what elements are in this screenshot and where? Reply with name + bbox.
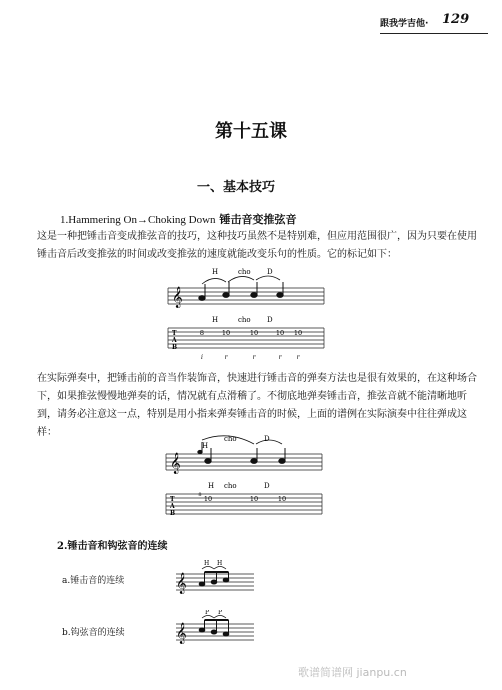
treble-clef-icon: 𝄞 <box>172 287 183 308</box>
fig2-tab-numbers <box>198 492 286 503</box>
staff-lines <box>168 288 324 304</box>
fingering: r <box>252 354 256 361</box>
treble-clef-icon: 𝄞 <box>176 573 187 594</box>
fig4-mark-p: P <box>205 610 210 616</box>
paragraph-practice: 在实际弹奏中，把锤击前的音当作装饰音，快速进行锤击音的弹奏方法也是很有效果的，在这种场合下，如果推弦慢慢地弹奏的话，情况就有点滑稽了。不彻底地弹奏锤击音，推弦音就不能清晰地听到，请务必注意这一点，特别是用小指来弹奏锤击音的时候，上面的谱例在实际演奏中往往弹成这样： <box>37 373 477 438</box>
tab-letter-a: A <box>170 503 175 510</box>
staff-notes <box>199 282 283 300</box>
header-title: 跟我学吉他· <box>380 19 429 29</box>
watermark: 歌谱简谱网 jianpu.cn <box>298 666 407 679</box>
section2-heading: 2.锤击音和钩弦音的连续 <box>57 541 168 552</box>
fig1-mark-cho: cho <box>238 268 251 276</box>
slur-arcs <box>202 436 282 444</box>
tab-letter-a: A <box>172 337 177 344</box>
tab-number: 10 <box>293 329 303 337</box>
treble-clef-icon: 𝄞 <box>176 623 187 644</box>
fingering: i <box>201 354 203 361</box>
tab-letter-t: T <box>172 330 177 337</box>
treble-clef-icon: 𝄞 <box>170 453 181 474</box>
tab-number: 8 <box>199 329 205 337</box>
tab-number: 10 <box>275 329 285 337</box>
section-heading: 一、基本技巧 <box>197 180 276 195</box>
fig1-mark-d: D <box>267 268 273 276</box>
staff-notes <box>198 442 285 463</box>
label-hammer-sequence: a.锤击音的连续 <box>62 576 125 586</box>
notation-figure-4 <box>174 610 254 650</box>
notation-figure-2 <box>164 432 324 526</box>
page-number: 129 <box>442 12 470 27</box>
fig1-mark-h: H <box>212 268 219 276</box>
fig3-mark-h: H <box>217 560 223 567</box>
tab-lines <box>166 494 322 514</box>
subheading-cn: 锤击音变推弦音 <box>219 214 297 226</box>
staff-lines <box>166 454 322 470</box>
fig1-tab-mark-h: H <box>212 316 219 324</box>
fig2-mark-cho: cho <box>224 435 237 443</box>
fig1-fingerings <box>201 354 301 361</box>
notation-figure-1 <box>166 262 326 362</box>
fig2-mark-h: H <box>202 442 209 450</box>
tab-number: 10 <box>277 495 287 503</box>
fig1-tab-mark-d: D <box>267 316 273 324</box>
subheading-en: 1.Hammering On→Choking Down <box>60 214 216 226</box>
tab-letter-b: B <box>170 510 176 517</box>
fig3-mark-h: H <box>204 560 210 567</box>
notation-figure-3 <box>174 560 254 600</box>
tab-letter-b: B <box>172 344 178 351</box>
tab-number: 10 <box>249 329 259 337</box>
fig2-mark-d: D <box>264 435 270 443</box>
fig2-tab-mark-cho: cho <box>224 482 237 490</box>
technique-subheading <box>60 211 297 227</box>
tab-number: 10 <box>203 495 213 503</box>
tab-number: 10 <box>221 329 231 337</box>
fig2-tab-mark-h: H <box>208 482 215 490</box>
tab-letter-t: T <box>170 496 175 503</box>
fig4-mark-p: P <box>218 610 223 616</box>
tab-number: 10 <box>249 495 259 503</box>
fig1-tab-mark-cho: cho <box>238 316 251 324</box>
lesson-title: 第十五课 <box>215 121 287 142</box>
fingering: r <box>296 354 300 361</box>
fingering: r <box>224 354 228 361</box>
fig2-tab-mark-d: D <box>264 482 270 490</box>
slur-arcs <box>202 276 280 284</box>
header-rule <box>380 33 488 34</box>
tab-number: 8 <box>198 492 202 498</box>
label-pulloff-sequence: b.钩弦音的连续 <box>62 628 125 638</box>
paragraph-intro: 这是一种把锤击音变成推弦音的技巧，这种技巧虽然不是特别难，但应用范围很广，因为只要在使用锤击音后改变推弦的时间或改变推弦的速度就能改变乐句的性质。它的标记如下： <box>37 231 477 260</box>
fingering: r <box>278 354 282 361</box>
